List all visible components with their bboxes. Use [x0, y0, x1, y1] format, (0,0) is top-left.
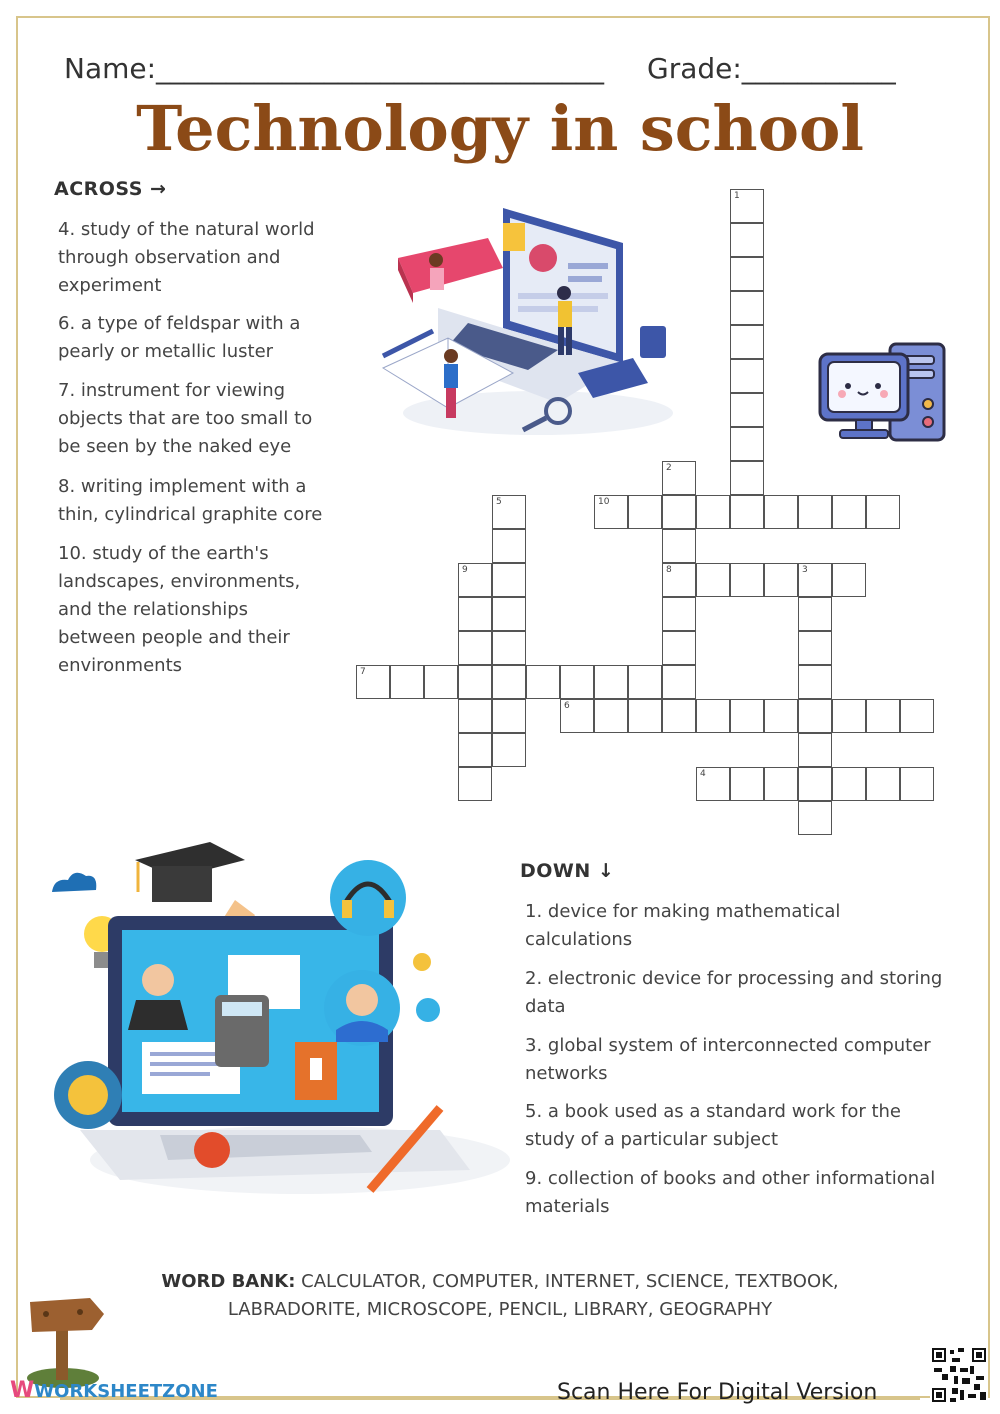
- clue-number-1: 1: [734, 191, 740, 201]
- word-bank-label: WORD BANK:: [161, 1271, 296, 1292]
- grid-cell[interactable]: [662, 495, 696, 529]
- clue-number-2: 2: [666, 463, 672, 473]
- grid-cell[interactable]: [662, 699, 696, 733]
- grid-cell[interactable]: [730, 767, 764, 801]
- grid-cell[interactable]: [696, 563, 730, 597]
- clue-number-10: 10: [598, 497, 610, 507]
- grid-cell[interactable]: [730, 699, 764, 733]
- qr-code-icon[interactable]: [930, 1346, 988, 1404]
- grid-cell[interactable]: [662, 631, 696, 665]
- down-clue-9: 9. collection of books and other informational materials: [525, 1168, 936, 1217]
- laptop-study-illustration: [378, 198, 678, 443]
- grid-cell[interactable]: [492, 495, 526, 529]
- grid-cell[interactable]: [458, 631, 492, 665]
- grid-cell[interactable]: [458, 597, 492, 631]
- signpost-icon: [18, 1290, 118, 1390]
- grid-cell[interactable]: [798, 495, 832, 529]
- down-clue-5: 5. a book used as a standard work for the study of a particular subject: [525, 1101, 901, 1150]
- grid-cell[interactable]: [628, 495, 662, 529]
- clue-number-9: 9: [462, 565, 468, 575]
- grid-cell[interactable]: [832, 495, 866, 529]
- grid-cell[interactable]: [832, 767, 866, 801]
- grid-cell[interactable]: [662, 665, 696, 699]
- clue-number-7: 7: [360, 667, 366, 677]
- clue-number-4: 4: [700, 769, 706, 779]
- grid-cell[interactable]: [356, 665, 390, 699]
- grid-cell[interactable]: [594, 699, 628, 733]
- page-title: Technology in school: [136, 92, 864, 165]
- grid-cell[interactable]: [730, 563, 764, 597]
- word-bank-line-2: LABRADORITE, MICROSCOPE, PENCIL, LIBRARY, GEOGRAPHY: [227, 1299, 773, 1320]
- grid-cell[interactable]: [492, 665, 526, 699]
- grid-cell[interactable]: [730, 189, 764, 223]
- grid-cell[interactable]: [866, 495, 900, 529]
- grid-cell[interactable]: [798, 699, 832, 733]
- grid-cell[interactable]: [458, 699, 492, 733]
- grid-cell[interactable]: [798, 767, 832, 801]
- grid-cell[interactable]: [628, 699, 662, 733]
- down-clue-1: 1. device for making mathematical calculations: [525, 901, 841, 950]
- grid-cell[interactable]: [730, 427, 764, 461]
- grid-cell[interactable]: [832, 699, 866, 733]
- grid-cell[interactable]: [424, 665, 458, 699]
- grid-cell[interactable]: [798, 733, 832, 767]
- grid-cell[interactable]: [696, 495, 730, 529]
- grid-cell[interactable]: [730, 325, 764, 359]
- grid-cell[interactable]: [662, 597, 696, 631]
- grid-cell[interactable]: [390, 665, 424, 699]
- grid-cell[interactable]: [730, 223, 764, 257]
- across-clue-6: 6. a type of feldspar with a pearly or metallic luster: [58, 313, 301, 362]
- brand-logo: WWORKSHEETZONE: [10, 1378, 218, 1403]
- online-learning-illustration: [40, 830, 510, 1210]
- grid-cell[interactable]: [594, 495, 628, 529]
- grid-cell[interactable]: [798, 597, 832, 631]
- grid-cell[interactable]: [866, 699, 900, 733]
- clue-number-3: 3: [802, 565, 808, 575]
- grid-cell[interactable]: [832, 563, 866, 597]
- grid-cell[interactable]: [798, 801, 832, 835]
- across-clue-4: 4. study of the natural world through observation and experiment: [58, 219, 315, 296]
- grid-cell[interactable]: [458, 563, 492, 597]
- grid-cell[interactable]: [798, 563, 832, 597]
- grid-cell[interactable]: [628, 665, 662, 699]
- grid-cell[interactable]: [798, 665, 832, 699]
- grid-cell[interactable]: [560, 699, 594, 733]
- grade-field[interactable]: Grade:___________: [647, 52, 896, 85]
- grid-cell[interactable]: [492, 597, 526, 631]
- clue-number-5: 5: [496, 497, 502, 507]
- name-field[interactable]: Name:________________________________: [64, 52, 605, 85]
- grid-cell[interactable]: [492, 529, 526, 563]
- grid-cell[interactable]: [764, 767, 798, 801]
- grid-cell[interactable]: [730, 461, 764, 495]
- grid-cell[interactable]: [526, 665, 560, 699]
- grid-cell[interactable]: [696, 699, 730, 733]
- grid-cell[interactable]: [730, 393, 764, 427]
- grid-cell[interactable]: [662, 563, 696, 597]
- grid-cell[interactable]: [458, 733, 492, 767]
- brand-w-icon: W: [10, 1378, 35, 1403]
- grid-cell[interactable]: [900, 767, 934, 801]
- grid-cell[interactable]: [730, 291, 764, 325]
- grid-cell[interactable]: [560, 665, 594, 699]
- across-heading: ACROSS →: [54, 178, 167, 200]
- grid-cell[interactable]: [730, 359, 764, 393]
- down-clue-3: 3. global system of interconnected computer networks: [525, 1035, 931, 1084]
- scan-text: Scan Here For Digital Version: [557, 1380, 878, 1405]
- grid-cell[interactable]: [662, 461, 696, 495]
- grid-cell[interactable]: [492, 699, 526, 733]
- grid-cell[interactable]: [492, 733, 526, 767]
- grid-cell[interactable]: [764, 563, 798, 597]
- grid-cell[interactable]: [798, 631, 832, 665]
- grid-cell[interactable]: [458, 665, 492, 699]
- grid-cell[interactable]: [730, 257, 764, 291]
- grid-cell[interactable]: [730, 495, 764, 529]
- clue-number-8: 8: [666, 565, 672, 575]
- down-clue-2: 2. electronic device for processing and storing data: [525, 968, 943, 1017]
- grid-cell[interactable]: [764, 699, 798, 733]
- clue-number-6: 6: [564, 701, 570, 711]
- across-clue-10: 10. study of the earth's landscapes, environments, and the relationships between people and their environments: [58, 543, 301, 676]
- across-clue-8: 8. writing implement with a thin, cylindrical graphite core: [58, 476, 323, 525]
- grid-cell[interactable]: [594, 665, 628, 699]
- grid-cell[interactable]: [662, 529, 696, 563]
- grid-cell[interactable]: [492, 563, 526, 597]
- word-bank-line-1: CALCULATOR, COMPUTER, INTERNET, SCIENCE, TEXTBOOK,: [301, 1271, 839, 1292]
- across-clue-7: 7. instrument for viewing objects that are too small to be seen by the naked eye: [58, 380, 313, 457]
- grid-cell[interactable]: [492, 631, 526, 665]
- word-bank: [0, 1268, 1000, 1324]
- grid-cell[interactable]: [696, 767, 730, 801]
- grid-cell[interactable]: [458, 767, 492, 801]
- grid-cell[interactable]: [764, 495, 798, 529]
- cute-computer-icon: [818, 342, 948, 442]
- down-heading: DOWN ↓: [520, 860, 615, 882]
- grid-cell[interactable]: [866, 767, 900, 801]
- grid-cell[interactable]: [900, 699, 934, 733]
